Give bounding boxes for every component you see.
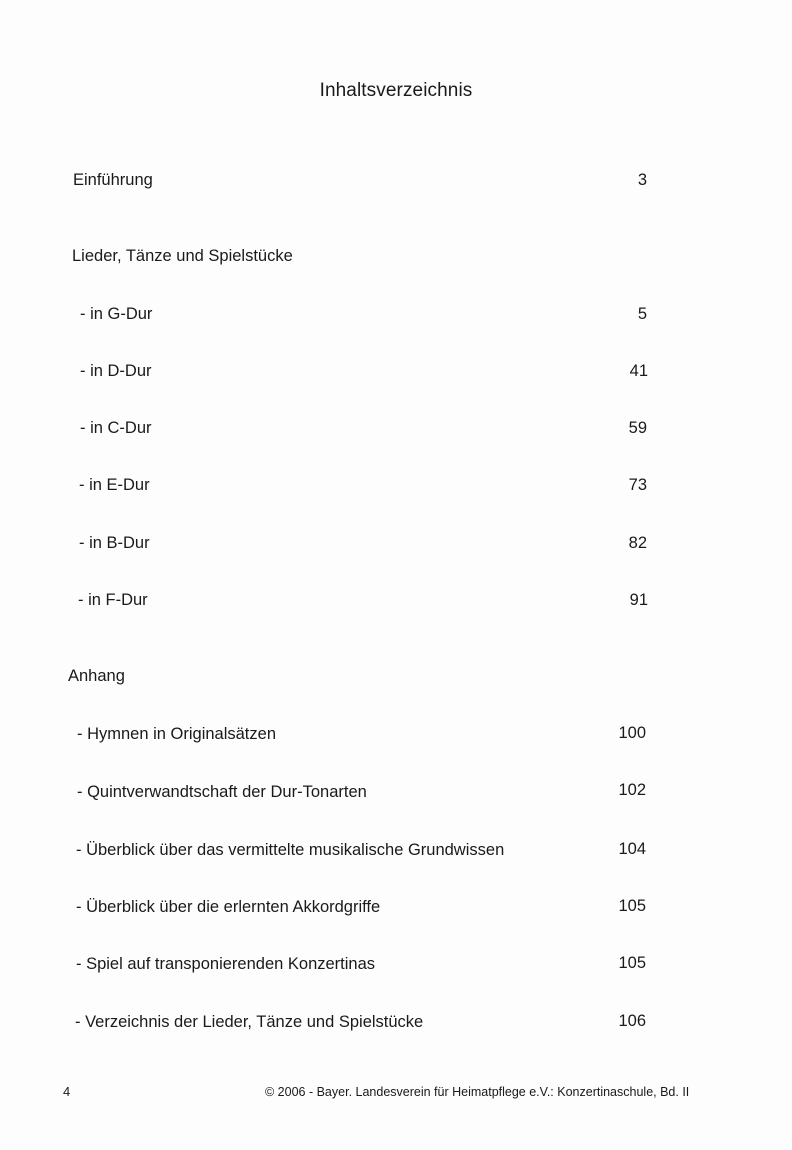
toc-entry-page: 91 <box>629 591 648 609</box>
toc-entry-label: - in E-Dur <box>79 476 150 494</box>
toc-entry-page: 104 <box>618 840 646 858</box>
toc-entry-label: - in C-Dur <box>80 419 152 437</box>
toc-entry-page: 82 <box>628 534 647 552</box>
toc-entry-label: - Überblick über das vermittelte musikalische Grundwissen <box>76 841 505 859</box>
toc-entry-label: - Verzeichnis der Lieder, Tänze und Spielstücke <box>75 1013 424 1031</box>
toc-entry-label: Einführung <box>73 171 153 189</box>
toc-entry-label: - Spiel auf transponierenden Konzertinas <box>76 955 376 973</box>
toc-entry-page: 3 <box>637 171 647 189</box>
toc-entry-page: 105 <box>618 954 646 972</box>
footer-page-number: 4 <box>63 1084 71 1099</box>
toc-entry-page: 41 <box>629 362 648 380</box>
toc-entry-label: - Hymnen in Originalsätzen <box>77 725 276 743</box>
toc-entry-label: - Quintverwandtschaft der Dur-Tonarten <box>77 783 367 801</box>
toc-section-heading: Anhang <box>68 667 125 685</box>
toc-entry-label: - in D-Dur <box>80 362 152 380</box>
toc-entry-page: 5 <box>637 305 647 323</box>
toc-entry-label: - in G-Dur <box>80 305 153 323</box>
toc-entry-page: 106 <box>618 1012 646 1030</box>
toc-entry-page: 102 <box>618 781 646 799</box>
toc-entry-page: 73 <box>628 476 647 494</box>
toc-entry-label: - in F-Dur <box>78 591 148 609</box>
toc-entry-page: 100 <box>618 724 646 742</box>
footer-copyright: © 2006 - Bayer. Landesverein für Heimatpflege e.V.: Konzertinaschule, Bd. II <box>265 1085 690 1099</box>
toc-section-heading: Lieder, Tänze und Spielstücke <box>72 247 293 265</box>
toc-entry-label: - Überblick über die erlernten Akkordgriffe <box>76 898 381 916</box>
toc-entry-page: 59 <box>628 419 647 437</box>
toc-entry-page: 105 <box>618 897 646 915</box>
page-title: Inhaltsverzeichnis <box>319 80 473 101</box>
toc-entry-label: - in B-Dur <box>79 534 150 552</box>
